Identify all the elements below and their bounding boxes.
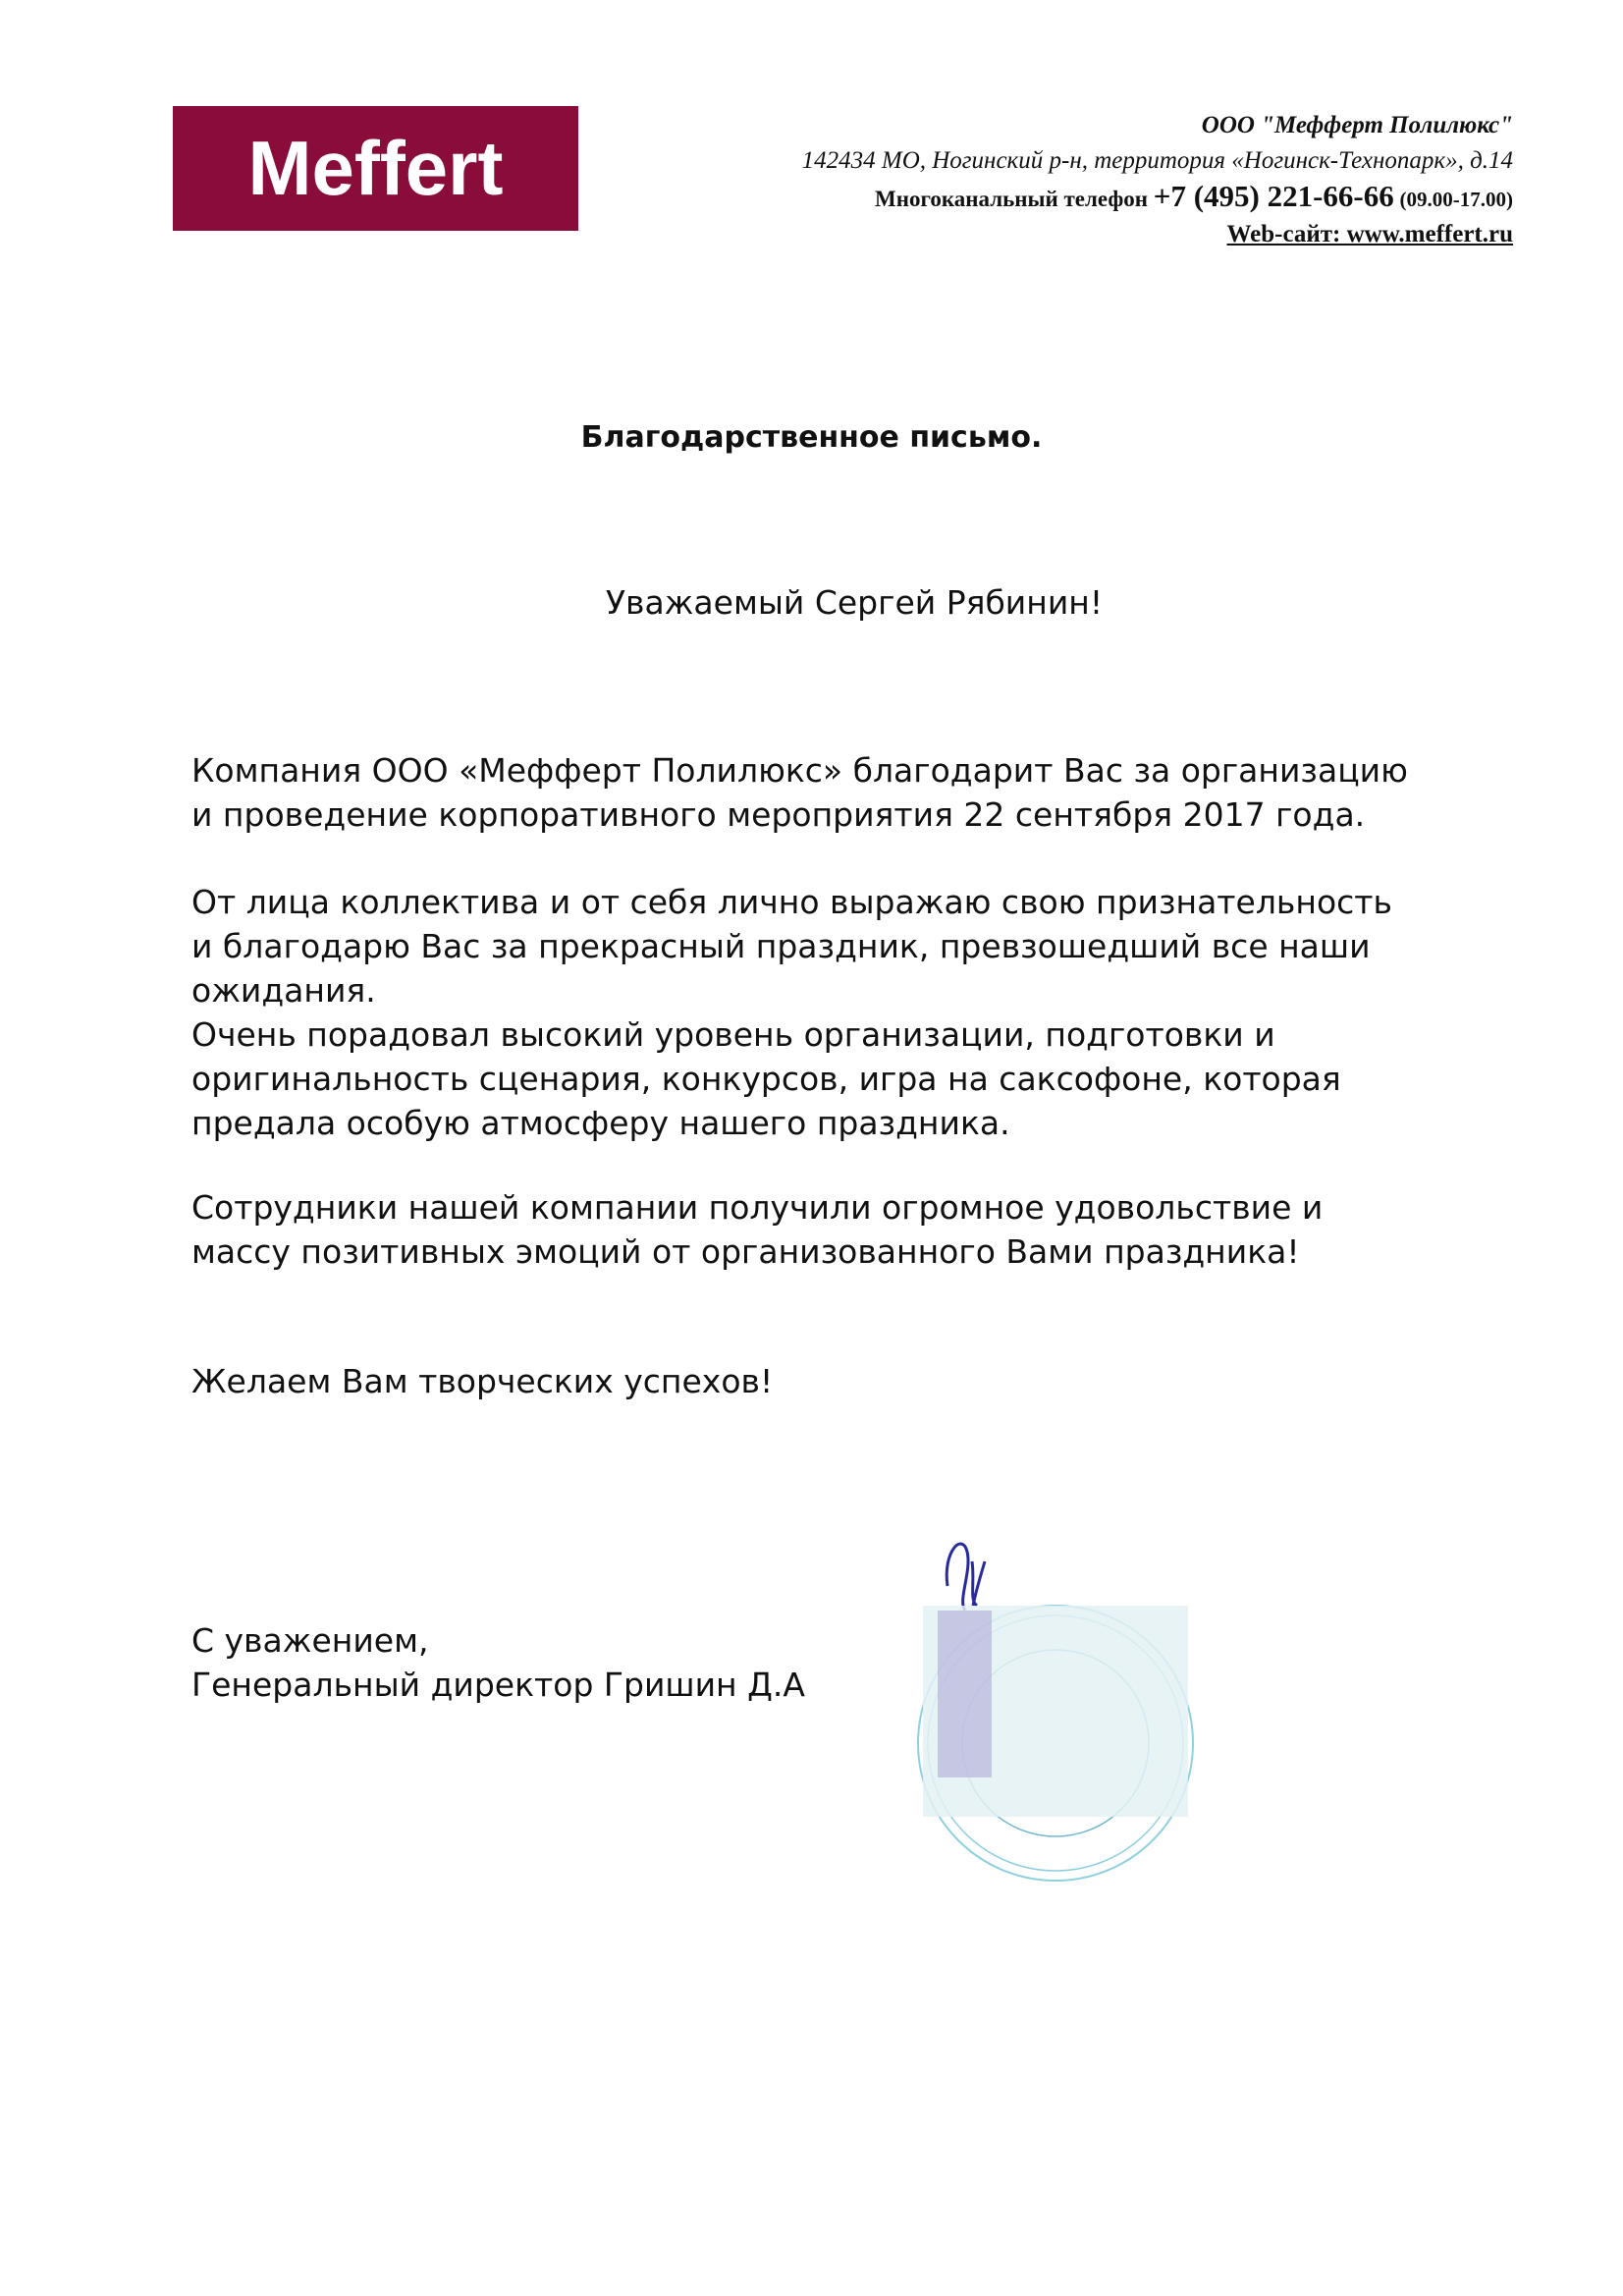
line: и проведение корпоративного мероприятия 22 сентября 2017 года. xyxy=(191,795,1366,834)
line: От лица коллектива и от себя лично выражаю свою признательность xyxy=(191,883,1392,921)
line: ожидания. xyxy=(191,971,376,1010)
phone-number: +7 (495) 221-66-66 xyxy=(1153,179,1394,213)
paragraph-2 xyxy=(191,880,1546,1145)
signatory: Генеральный директор Гришин Д.А xyxy=(191,1666,805,1704)
line: массу позитивных эмоций от организованного Вами праздника! xyxy=(191,1232,1300,1271)
line: Компания ООО «Мефферт Полилюкс» благодарит Вас за организацию xyxy=(191,751,1408,790)
line: предала особую атмосферу нашего праздника. xyxy=(191,1104,1010,1142)
line: Желаем Вам творческих успехов! xyxy=(191,1362,774,1400)
closing-text: С уважением, xyxy=(191,1621,429,1660)
signature-block xyxy=(191,1618,805,1707)
line: и благодарю Вас за прекрасный праздник, превзошедший все наши xyxy=(191,927,1371,965)
company-logo xyxy=(173,106,578,231)
company-website: Web-сайт: www.meffert.ru xyxy=(1226,221,1513,247)
line: оригинальность сценария, конкурсов, игра на саксофоне, которая xyxy=(191,1060,1341,1098)
company-address: 142434 МО, Ногинский р-н, территория «Ногинск-Технопарк», д.14 xyxy=(801,147,1513,174)
paragraph-3 xyxy=(191,1185,1546,1274)
letter-greeting: Уважаемый Сергей Рябинин! xyxy=(605,583,1104,622)
company-phone xyxy=(802,179,1513,217)
paragraph-4 xyxy=(191,1359,1546,1403)
phone-label: Многоканальный телефон xyxy=(875,187,1149,211)
paragraph-1 xyxy=(191,748,1546,837)
letter-title: Благодарственное письмо. xyxy=(580,420,1043,455)
logo-text: Meffert xyxy=(247,125,504,211)
letterhead xyxy=(802,108,1513,252)
phone-hours: (09.00-17.00) xyxy=(1399,188,1513,211)
line: Очень порадовал высокий уровень организации, подготовки и xyxy=(191,1015,1275,1054)
line: Сотрудники нашей компании получили огромное удовольствие и xyxy=(191,1188,1324,1227)
company-name: ООО "Мефферт Полилюкс" xyxy=(1201,112,1513,138)
stamp-signature-icon xyxy=(889,1532,1203,1905)
